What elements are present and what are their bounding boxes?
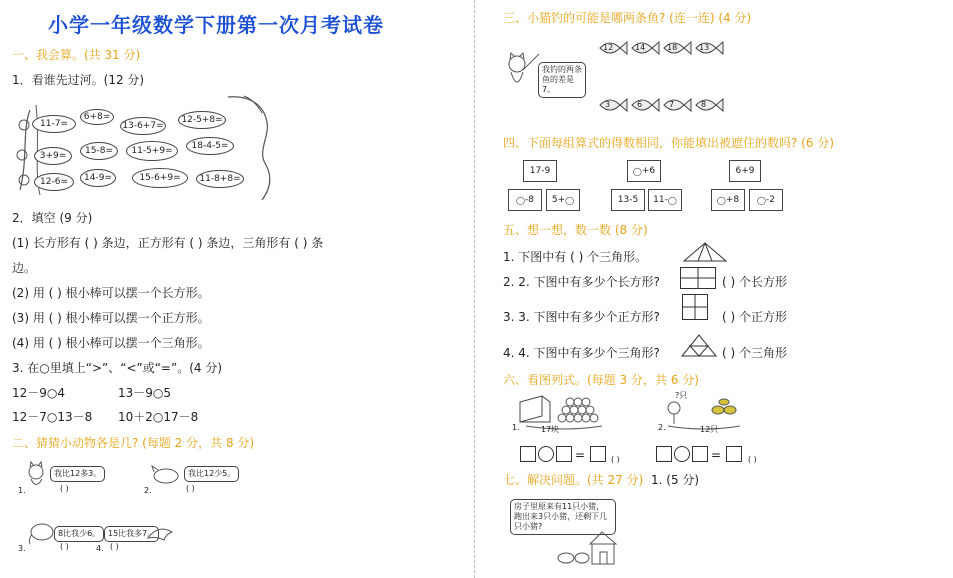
equation-1-equals: = <box>575 448 586 462</box>
group-1-right: 5+ ◯ <box>546 189 580 211</box>
animal-2-bubble: 我比12少5。 <box>184 466 239 482</box>
fish-top-3[interactable] <box>662 38 692 58</box>
river-stone-2: 6+8= <box>80 109 114 125</box>
fish-bottom-3-label: 7 <box>669 100 675 109</box>
equation-1-box-1[interactable] <box>520 446 536 462</box>
river-stone-9: 12-6= <box>34 173 74 191</box>
group-3-left: ◯ +8 <box>711 189 745 211</box>
group-3-right: ◯ -2 <box>749 189 783 211</box>
group-2-right: 11- ◯ <box>648 189 682 211</box>
equation-2-box-2[interactable] <box>692 446 708 462</box>
pigs-and-house-illustration <box>556 530 620 570</box>
equation-2-result[interactable] <box>726 446 742 462</box>
river-stone-3: 13-6+7= <box>120 117 166 135</box>
animal-1-answer: ( ) <box>60 484 69 493</box>
count-answer-2: ( ) 个长方形 <box>722 275 787 289</box>
count-answer-3: ( ) 个正方形 <box>722 310 787 324</box>
fish-icon <box>598 95 628 115</box>
apple-icon: ◯ <box>565 195 575 205</box>
picture-1-number: 1. <box>512 423 520 432</box>
candy-box-and-balls-illustration <box>516 392 606 426</box>
apple-icon: ◯ <box>516 195 525 205</box>
apple-icon: ◯ <box>667 195 677 205</box>
animal-4-bubble: 15比我多7。 <box>104 526 159 542</box>
fish-top-1-label: 12 <box>603 43 614 52</box>
fish-top-4-label: 13 <box>699 43 710 52</box>
apple-icon: ◯ <box>757 195 766 205</box>
fill-blank-1-cont: 边。 <box>12 261 37 275</box>
section-3-heading: 三、小猫钓的可能是哪两条鱼? (连一连) (4 分) <box>503 11 752 25</box>
fish-bottom-1-label: 3 <box>605 100 611 109</box>
fish-icon <box>694 95 724 115</box>
river-stone-5: 3+9= <box>34 147 72 165</box>
group-2-top: ◯ +6 <box>627 160 661 182</box>
section-5-heading: 五、想一想，数一数 (8 分) <box>503 223 648 237</box>
equation-2-box-1[interactable] <box>656 446 672 462</box>
dolphin-icon <box>146 524 176 544</box>
fish-top-2[interactable] <box>630 38 660 58</box>
compare-1: 12－9○4 <box>12 386 66 400</box>
count-question-4: 4. 4. 下图中有多少个三角形? <box>503 346 660 360</box>
animal-3-bubble: 8比我少6。 <box>54 526 104 542</box>
picture-2-number: 2. <box>658 423 666 432</box>
fish-bottom-3[interactable] <box>662 95 692 115</box>
river-stone-8: 18-4-5= <box>186 137 234 155</box>
animal-1-bubble: 我比12多3。 <box>50 466 105 482</box>
equation-1-box-2[interactable] <box>556 446 572 462</box>
question-3-title: 3. 在○里填上“>”、“<”或“=”。(4 分) <box>12 361 223 375</box>
section-1-heading: 一、我会算。(共 31 分) <box>12 48 141 62</box>
animal-2-number: 2. <box>144 486 152 495</box>
apple-icon: ◯ <box>716 195 726 205</box>
fill-blank-3: (3) 用 ( ) 根小棒可以摆一个正方形。 <box>12 311 210 325</box>
animal-2-answer: ( ) <box>186 484 195 493</box>
square-grid-figure <box>682 294 708 320</box>
fish-icon <box>630 95 660 115</box>
section-4-heading: 四、下面每组算式的得数相同，你能填出被遮住的数吗? (6 分) <box>503 136 834 150</box>
river-stone-10: 14-9= <box>80 169 116 187</box>
elephant-icon <box>26 522 56 546</box>
fill-blank-2: (2) 用 ( ) 根小棒可以摆一个长方形。 <box>12 286 210 300</box>
animal-1-number: 1. <box>18 486 26 495</box>
group-2-left: 13-5 <box>611 189 645 211</box>
fish-bottom-2[interactable] <box>630 95 660 115</box>
animal-4-number: 4. <box>96 544 104 553</box>
fish-top-4[interactable] <box>694 38 724 58</box>
picture-2-label: 12只 <box>700 425 719 434</box>
equation-1-unit-blank: ( ) <box>611 455 620 464</box>
fishing-cat-icon <box>503 52 543 102</box>
animal-3-answer: ( ) <box>60 542 69 551</box>
fill-blank-4: (4) 用 ( ) 根小棒可以摆一个三角形。 <box>12 336 210 350</box>
question-2-title: 2．填空 (9 分) <box>12 211 93 225</box>
equation-1-operator[interactable] <box>538 446 554 462</box>
picture-2-question: ?只 <box>675 391 688 400</box>
compare-2: 13－9○5 <box>118 386 172 400</box>
river-stone-6: 15-8= <box>80 142 118 160</box>
picture-1-label: 17块 <box>541 425 560 434</box>
group-3-top: 6+9 <box>729 160 761 182</box>
animal-3-number: 3. <box>18 544 26 553</box>
fox-icon <box>152 464 186 488</box>
fish-top-1[interactable] <box>598 38 628 58</box>
group-1-top: 17-9 <box>523 160 557 182</box>
column-divider <box>474 0 475 578</box>
section-6-heading: 六、看图列式。(每题 3 分，共 6 分) <box>503 373 699 387</box>
cat-speech-bubble: 我钓的两条鱼的差是7。 <box>538 62 586 98</box>
river-stone-12: 11-8+8= <box>196 170 244 188</box>
river-stone-1: 11-7= <box>32 115 76 133</box>
fish-bottom-4[interactable] <box>694 95 724 115</box>
river-stone-7: 11-5+9= <box>126 141 178 161</box>
rectangle-grid-figure <box>680 267 716 289</box>
group-1-left: ◯ -8 <box>508 189 542 211</box>
section-2-heading: 二、猜猜小动物各是几? (每题 2 分，共 8 分) <box>12 436 255 450</box>
count-question-2: 2. 2. 下图中有多少个长方形? <box>503 275 660 289</box>
triangle-star-figure <box>681 334 717 358</box>
pig-speech-bubble: 房子里原来有11只小猪，跑出来3只小猪，还剩下几只小猪? <box>510 499 616 535</box>
question-1-title: 1．看谁先过河。(12 分) <box>12 73 145 87</box>
count-answer-4: ( ) 个三角形 <box>722 346 787 360</box>
triangle-figure <box>683 242 727 262</box>
equation-1-result[interactable] <box>590 446 606 462</box>
fish-bottom-2-label: 6 <box>637 100 643 109</box>
fish-bottom-4-label: 8 <box>701 100 707 109</box>
fish-bottom-1[interactable] <box>598 95 628 115</box>
problem-7-1-label: 1. (5 分) <box>651 473 700 487</box>
count-question-3: 3. 3. 下图中有多少个正方形? <box>503 310 660 324</box>
section-7-heading: 七、解决问题。(共 27 分) <box>503 473 644 487</box>
animal-4-answer: ( ) <box>110 542 119 551</box>
compare-4: 10＋2○17－8 <box>118 410 199 424</box>
fish-icon <box>662 95 692 115</box>
river-stone-4: 12-5+8= <box>178 111 226 129</box>
apple-icon: ◯ <box>632 166 642 176</box>
equation-2-equals: = <box>711 448 722 462</box>
compare-3: 12－7○13－8 <box>12 410 93 424</box>
bees-and-flower-illustration <box>664 396 744 426</box>
equation-2-operator[interactable] <box>674 446 690 462</box>
fish-top-3-label: 18 <box>667 43 678 52</box>
river-stone-11: 15-6+9= <box>132 168 188 188</box>
count-question-1: 1. 下图中有 ( ) 个三角形。 <box>503 250 648 264</box>
fill-blank-1: (1) 长方形有 ( ) 条边，正方形有 ( ) 条边，三角形有 ( ) 条 <box>12 236 324 250</box>
page-title: 小学一年级数学下册第一次月考试卷 <box>48 13 384 37</box>
fish-top-2-label: 14 <box>635 43 646 52</box>
equation-2-unit-blank: ( ) <box>748 455 757 464</box>
